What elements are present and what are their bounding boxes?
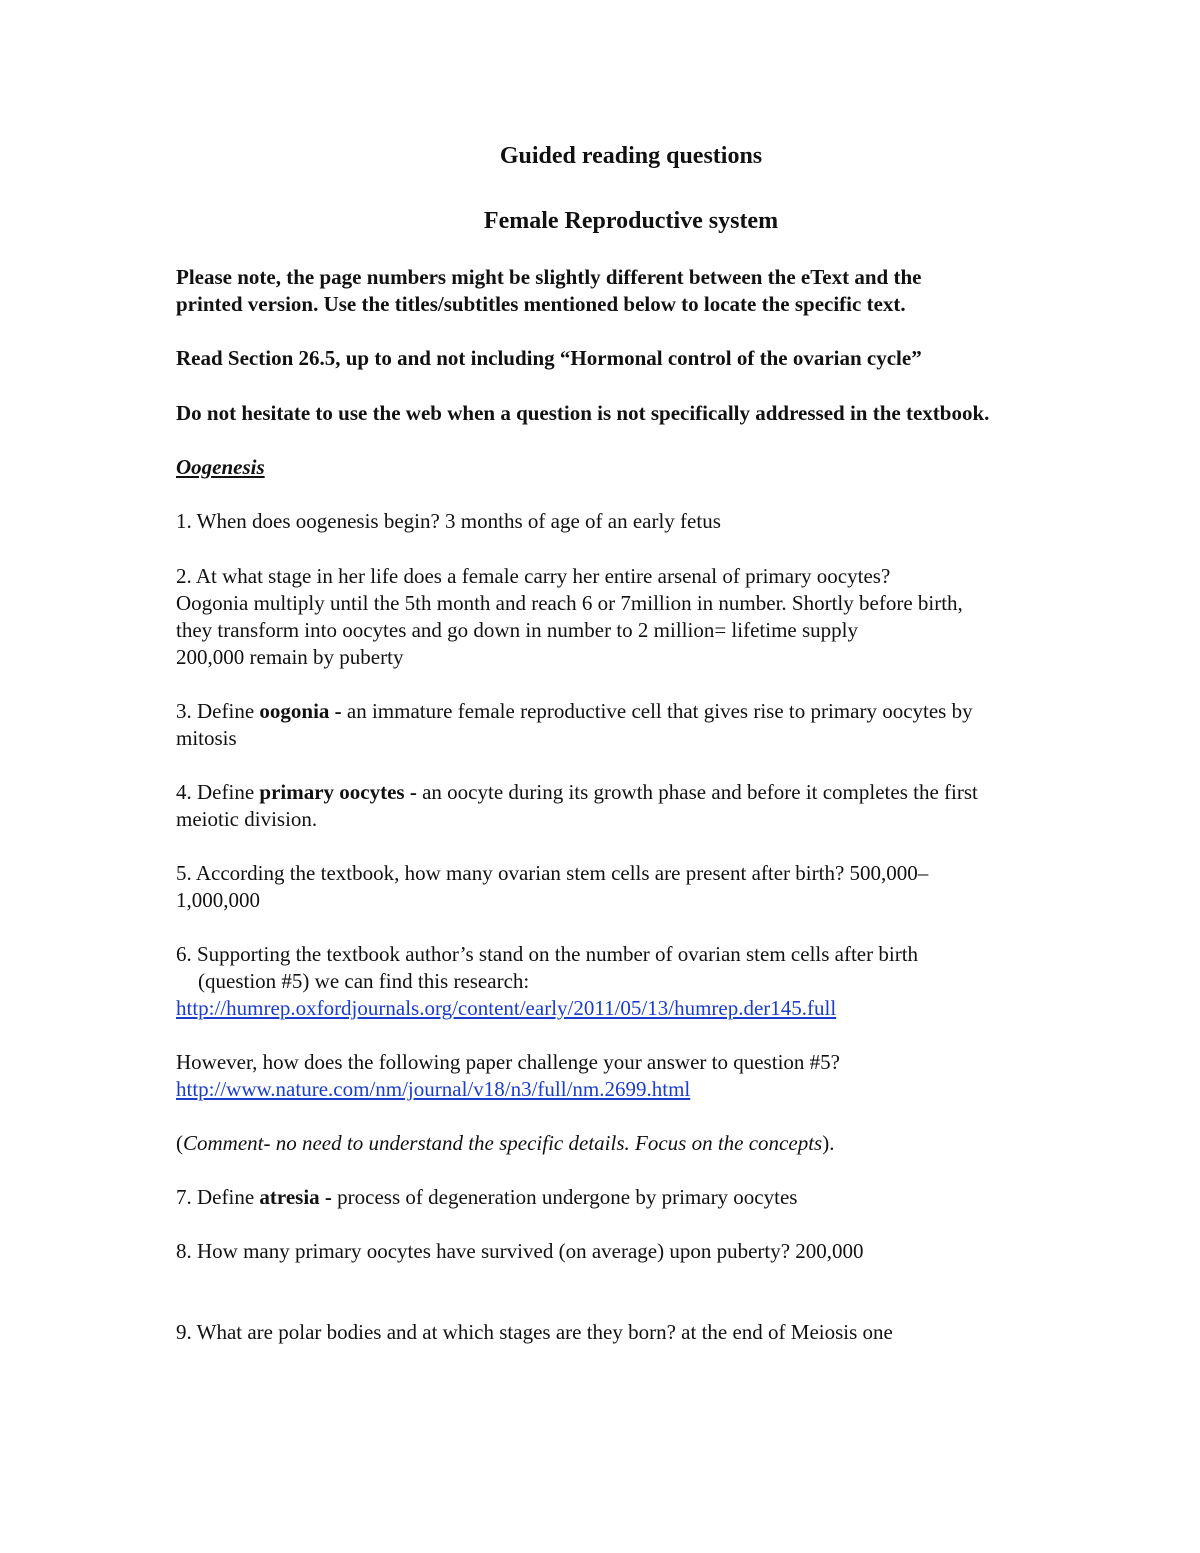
- question-3-definition-cont: mitosis: [176, 726, 237, 750]
- question-3-prefix: 3. Define: [176, 699, 260, 723]
- question-8: 8. How many primary oocytes have survived (on average) upon puberty? 200,000: [176, 1239, 864, 1263]
- note-line-2: printed version. Use the titles/subtitles mentioned below to locate the specific text.: [176, 292, 906, 316]
- research-link-nature[interactable]: [176, 1076, 690, 1103]
- question-7: [176, 1184, 797, 1211]
- question-5: 5. According the textbook, how many ovarian stem cells are present after birth? 500,000–: [176, 861, 929, 885]
- page-subtitle: Female Reproductive system: [483, 208, 779, 234]
- research-link-nature-anchor[interactable]: http://www.nature.com/nm/journal/v18/n3/full/nm.2699.html: [176, 1077, 691, 1101]
- question-6-cont: (question #5) we can find this research:: [198, 969, 530, 993]
- question-7-prefix: 7. Define: [176, 1185, 260, 1209]
- question-6: 6. Supporting the textbook author’s stand on the number of ovarian stem cells after birth: [176, 942, 919, 966]
- question-7-definition: process of degeneration undergone by primary oocytes: [331, 1185, 798, 1209]
- note-line-1: Please note, the page numbers might be slightly different between the eText and the: [176, 265, 922, 289]
- page-title: Guided reading questions: [499, 143, 763, 169]
- comment-close: ).: [822, 1131, 835, 1155]
- question-4-definition: an oocyte during its growth phase and before it completes the first: [416, 780, 978, 804]
- question-1: 1. When does oogenesis begin? 3 months of age of an early fetus: [176, 509, 721, 533]
- question-7-term: atresia -: [259, 1185, 332, 1209]
- web-note: Do not hesitate to use the web when a question is not specifically addressed in the textbook.: [176, 401, 990, 425]
- question-4: [176, 779, 978, 806]
- question-2: 2. At what stage in her life does a female carry her entire arsenal of primary oocytes?: [176, 564, 891, 588]
- question-3: [176, 698, 973, 725]
- question-4-definition-cont: meiotic division.: [176, 807, 318, 831]
- question-3-definition: an immature female reproductive cell that gives rise to primary oocytes by: [341, 699, 973, 723]
- question-2-answer-line-3: 200,000 remain by puberty: [176, 645, 404, 669]
- research-link-humrep[interactable]: [176, 995, 836, 1022]
- research-link-humrep-anchor[interactable]: http://humrep.oxfordjournals.org/content/early/2011/05/13/humrep.der145.full: [176, 996, 837, 1020]
- question-5-cont: 1,000,000: [176, 888, 260, 912]
- comment-text: Comment- no need to understand the specific details. Focus on the concepts: [183, 1131, 823, 1155]
- read-section-note: Read Section 26.5, up to and not including “Hormonal control of the ovarian cycle”: [176, 346, 922, 370]
- question-4-prefix: 4. Define: [176, 780, 260, 804]
- question-3-term: oogonia -: [259, 699, 342, 723]
- question-6-however: However, how does the following paper challenge your answer to question #5?: [176, 1050, 840, 1074]
- question-9: 9. What are polar bodies and at which stages are they born? at the end of Meiosis one: [176, 1320, 893, 1344]
- question-4-term: primary oocytes -: [259, 780, 417, 804]
- comment-note: [176, 1130, 834, 1157]
- comment-open: (: [176, 1131, 183, 1155]
- section-heading-oogenesis: Oogenesis: [176, 455, 265, 479]
- question-2-answer-line-2: they transform into oocytes and go down in number to 2 million= lifetime supply: [176, 618, 858, 642]
- question-2-answer-line-1: Oogonia multiply until the 5th month and reach 6 or 7million in number. Shortly before birth,: [176, 591, 963, 615]
